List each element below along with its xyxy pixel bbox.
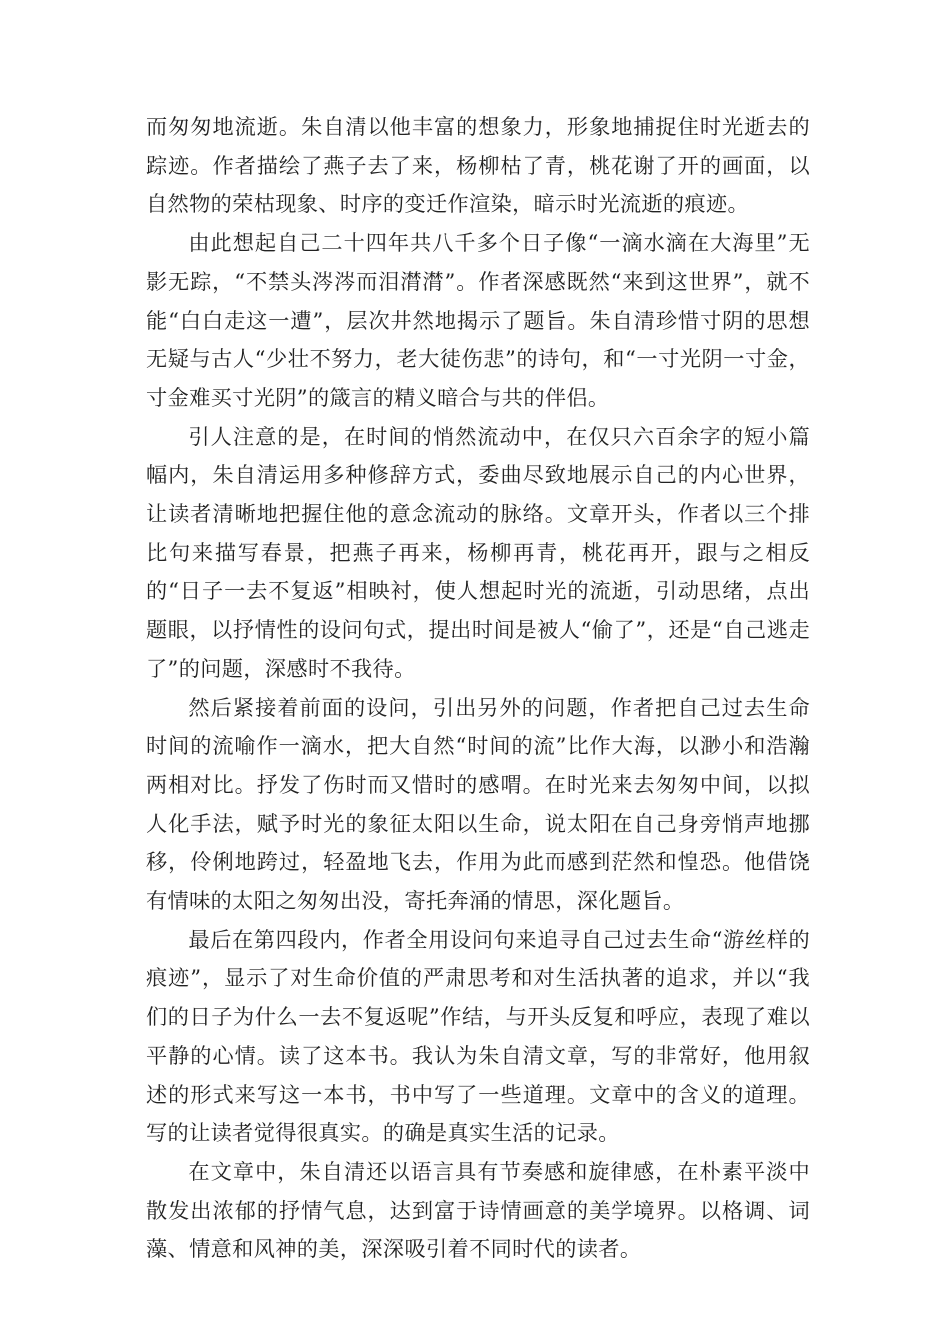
paragraph-1: 而匆匆地流逝。朱自清以他丰富的想象力，形象地捕捉住时光逝去的踪迹。作者描绘了燕子去了来，杨柳枯了青，桃花谢了开的画面，以自然物的荣枯现象、时序的变迁作渲染，暗示时光流逝的痕迹。 (146, 114, 810, 217)
paragraph-4: 然后紧接着前面的设问，引出另外的问题，作者把自己过去生命时间的流喻作一滴水，把大自然“时间的流”比作大海，以渺小和浩瀚两相对比。抒发了伤时而又惜时的感喟。在时光来去匆匆中间，以拟人化手法，赋予时光的象征太阳以生命，说太阳在自己身旁悄声地挪移，伶俐地跨过，轻盈地飞去，作用为此而感到茫然和惶恐。他借饶有情味的太阳之匆匆出没，寄托奔涌的情思，深化题旨。 (146, 694, 810, 914)
paragraph-2: 由此想起自己二十四年共八千多个日子像“一滴水滴在大海里”无影无踪，“不禁头涔涔而泪潸潸”。作者深感既然“来到这世界”，就不能“白白走这一遭”，层次井然地揭示了题旨。朱自清珍惜寸阴的思想无疑与古人“少壮不努力，老大徒伤悲”的诗句，和“一寸光阴一寸金，寸金难买寸光阴”的箴言的精义暗合与共的伴侣。 (146, 230, 810, 410)
paragraph-5: 最后在第四段内，作者全用设问句来追寻自己过去生命“游丝样的痕迹”，显示了对生命价值的严肃思考和对生活执著的追求，并以“我们的日子为什么一去不复返呢”作结，与开头反复和呼应，表现了难以平静的心情。读了这本书。我认为朱自清文章，写的非常好，他用叙述的形式来写这一本书，书中写了一些道理。文章中的含义的道理。写的让读者觉得很真实。的确是真实生活的记录。 (146, 926, 810, 1146)
paragraph-3: 引人注意的是，在时间的悄然流动中，在仅只六百余字的短小篇幅内，朱自清运用多种修辞方式，委曲尽致地展示自己的内心世界，让读者清晰地把握住他的意念流动的脉络。文章开头，作者以三个排比句来描写春景，把燕子再来，杨柳再青，桃花再开，跟与之相反的“日子一去不复返”相映衬，使人想起时光的流逝，引动思绪，点出题眼，以抒情性的设问句式，提出时间是被人“偷了”，还是“自己逃走了”的问题，深感时不我待。 (146, 423, 810, 681)
paragraph-6: 在文章中，朱自清还以语言具有节奏感和旋律感，在朴素平淡中散发出浓郁的抒情气息，达到富于诗情画意的美学境界。以格调、词藻、情意和风神的美，深深吸引着不同时代的读者。 (146, 1158, 810, 1262)
document-body (146, 108, 810, 1269)
